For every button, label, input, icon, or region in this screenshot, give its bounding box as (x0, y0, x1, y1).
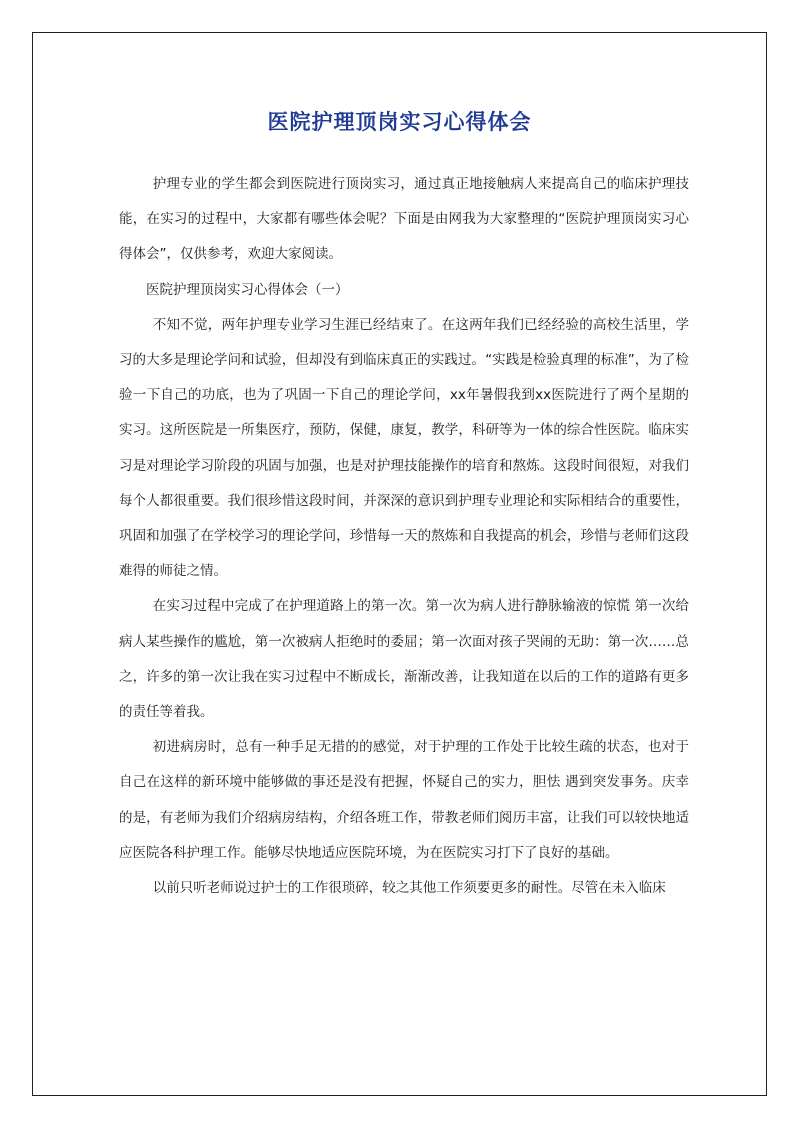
body-paragraph-2: 在实习过程中完成了在护理道路上的第一次。第一次为病人进行静脉输液的惊慌 第一次给病人某些操作的尴尬，第一次被病人拒绝时的委屈；第一次面对孩子哭闹的无助：第一次……总之，许多的第一次让我在实习过程中不断成长，渐渐改善，让我知道在以后的工作的道路有更多的责任等着我。 (119, 598, 689, 721)
document-title: 医院护理顶岗实习心得体会 (267, 110, 532, 134)
document-body (119, 167, 689, 906)
body-paragraph-1: 不知不觉，两年护理专业学习生涯已经结束了。在这两年我们已经经验的高校生活里，学习的大多是理论学问和试验，但却没有到临床真正的实践过。“实践是检验真理的标准”，为了检验一下自己的功底，也为了巩固一下自己的理论学问，xx年暑假我到xx医院进行了两个星期的实习。这所医院是一所集医疗，预防，保健，康复，教学，科研等为一体的综合性医院。临床实习是对理论学习阶段的巩固与加强，也是对护理技能操作的培育和熬炼。这段时间很短，对我们每个人都很重要。我们很珍惜这段时间，并深深的意识到护理专业理论和实际相结合的重要性，巩固和加强了在学校学习的理论学问，珍惜每一天的熬炼和自我提高的机会，珍惜与老师们这段难得的师徒之情。 (119, 316, 689, 580)
body-paragraph-4: 以前只听老师说过护士的工作很琐碎，较之其他工作须要更多的耐性。尽管在未入临床 (152, 880, 666, 897)
intro-paragraph: 护理专业的学生都会到医院进行顶岗实习，通过真正地接触病人来提高自己的临床护理技能，在实习的过程中，大家都有哪些体会呢？下面是由网我为大家整理的“医院护理顶岗实习心得体会”，仅供参考，欢迎大家阅读。 (119, 176, 689, 263)
section-heading: 医院护理顶岗实习心得体会（一） (146, 281, 349, 298)
body-paragraph-3: 初进病房时，总有一种手足无措的的感觉，对于护理的工作处于比较生疏的状态，也对于自己在这样的新环境中能够做的事还是没有把握，怀疑自己的实力，胆怯 遇到突发事务。庆幸的是，有老师为我们介绍病房结构，介绍各班工作，带教老师们阅历丰富，让我们可以较快地适应医院各科护理工作。能够尽快地适应医院环境，为在医院实习打下了良好的基础。 (119, 739, 689, 861)
